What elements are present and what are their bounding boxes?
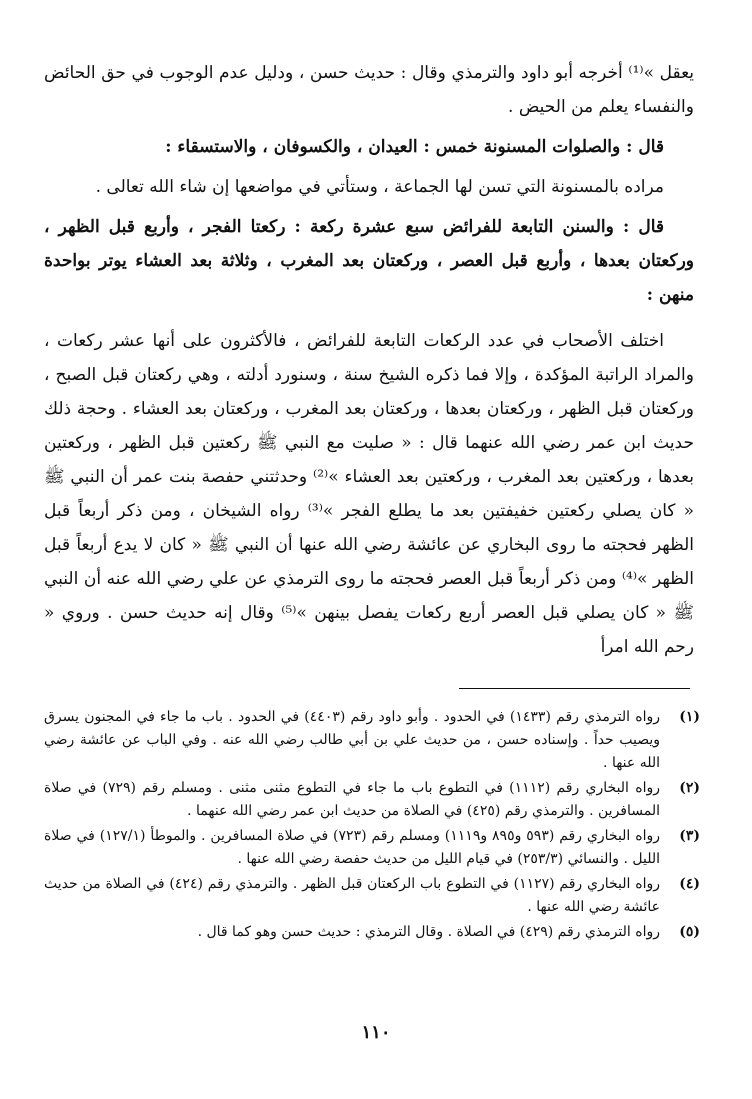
paragraph-1: يعقل »⁽¹⁾ أخرجه أبو داود والترمذي وقال : حديث حسن ، ودليل عدم الوجوب في حق الحائض والنفساء يعلم من الحيض . <box>44 63 695 117</box>
footnote-number: (٤) <box>679 876 700 892</box>
footnote <box>44 825 700 871</box>
footnote-divider <box>459 688 690 689</box>
footnote-text: رواه البخاري رقم (١١١٢) في التطوع باب ما جاء في التطوع مثنى مثنى . ومسلم رقم (٧٢٩) في صلاة المسافرين . والترمذي رقم (٤٢٥) في الصلاة من حديث ابن عمر رضي الله عنهما . <box>44 780 660 819</box>
footnote-number: (٢) <box>679 780 700 796</box>
footnote-text: رواه الترمذي رقم (١٤٣٣) في الحدود . وأبو داود رقم (٤٤٠٣) في الحدود . باب ما جاء في المجنون يسرق ويصيب حداً . وإسناده حسن ، من حديث علي بن أبي طالب رضي الله عنه . وفي الباب عن عائشة رضي الله عنها . <box>44 709 660 771</box>
footnote-number: (٥) <box>679 924 700 940</box>
footnote-number: (١) <box>679 709 700 725</box>
footnote <box>44 706 700 775</box>
footnote <box>44 777 700 823</box>
footnote <box>44 921 700 944</box>
footnotes <box>44 706 700 946</box>
footnote-text: رواه البخاري رقم (٥٩٣ و٨٩٥ و١١١٩) ومسلم رقم (٧٢٣) في صلاة المسافرين . والموطأ (١٢٧/١) في صلاة الليل . والنسائي (٢٥٣/٣) في قيام الليل من حديث حفصة رضي الله عنها . <box>44 828 660 867</box>
paragraph-4-matn: قال : والسنن التابعة للفرائض سبع عشرة ركعة : ركعتا الفجر ، وأربع قبل الظهر ، وركعتان بعدها ، وأربع قبل العصر ، وركعتان بعد المغرب ، وثلاثة بعد العشاء يوتر بواحدة منهن : <box>44 217 694 305</box>
page-number: ١١٠ <box>361 1022 391 1043</box>
main-text <box>44 56 694 664</box>
footnote <box>44 873 700 919</box>
footnote-number: (٣) <box>679 828 700 844</box>
footnote-text: رواه البخاري رقم (١١٢٧) في التطوع باب الركعتان قبل الظهر . والترمذي رقم (٤٢٤) في الصلاة من حديث عائشة رضي الله عنها . <box>44 876 660 915</box>
paragraph-2-matn: قال : والصلوات المسنونة خمس : العيدان ، والكسوفان ، والاستسقاء : <box>165 137 664 157</box>
footnote-text: رواه الترمذي رقم (٤٢٩) في الصلاة . وقال الترمذي : حديث حسن وهو كما قال . <box>197 924 660 940</box>
paragraph-5: اختلف الأصحاب في عدد الركعات التابعة للفرائض ، فالأكثرون على أنها عشر ركعات ، والمراد الراتبة المؤكدة ، وإلا فما ذكره الشيخ سنة ، وسنورد أدلته ، وهي ركعتان قبل الصبح ، وركعتان قبل الظهر ، وركعتان بعدها ، وركعتان بعد المغرب ، وركعتان بعد العشاء . وحجة ذلك حديث ابن عمر رضي الله عنهما قال : « صليت مع النبي ﷺ ركعتين قبل الظهر ، وركعتين بعدها ، وركعتين بعد المغرب ، وركعتين بعد العشاء »⁽²⁾ وحدثتني حفصة بنت عمر أن النبي ﷺ « كان يصلي ركعتين خفيفتين بعد ما يطلع الفجر »⁽³⁾ رواه الشيخان ، ومن ذكر أربعاً قبل الظهر فحجته ما روى البخاري عن عائشة رضي الله عنها أن النبي ﷺ « كان لا يدع أربعاً قبل الظهر »⁽⁴⁾ ومن ذكر أربعاً قبل العصر فحجته ما روى الترمذي عن علي رضي الله عنه أن النبي ﷺ « كان يصلي قبل العصر أربع ركعات يفصل بينهن »⁽⁵⁾ وقال إنه حديث حسن . وروي « رحم الله امرأ <box>44 331 695 657</box>
paragraph-3: مراده بالمسنونة التي تسن لها الجماعة ، وستأتي في مواضعها إن شاء الله تعالى . <box>95 177 664 197</box>
